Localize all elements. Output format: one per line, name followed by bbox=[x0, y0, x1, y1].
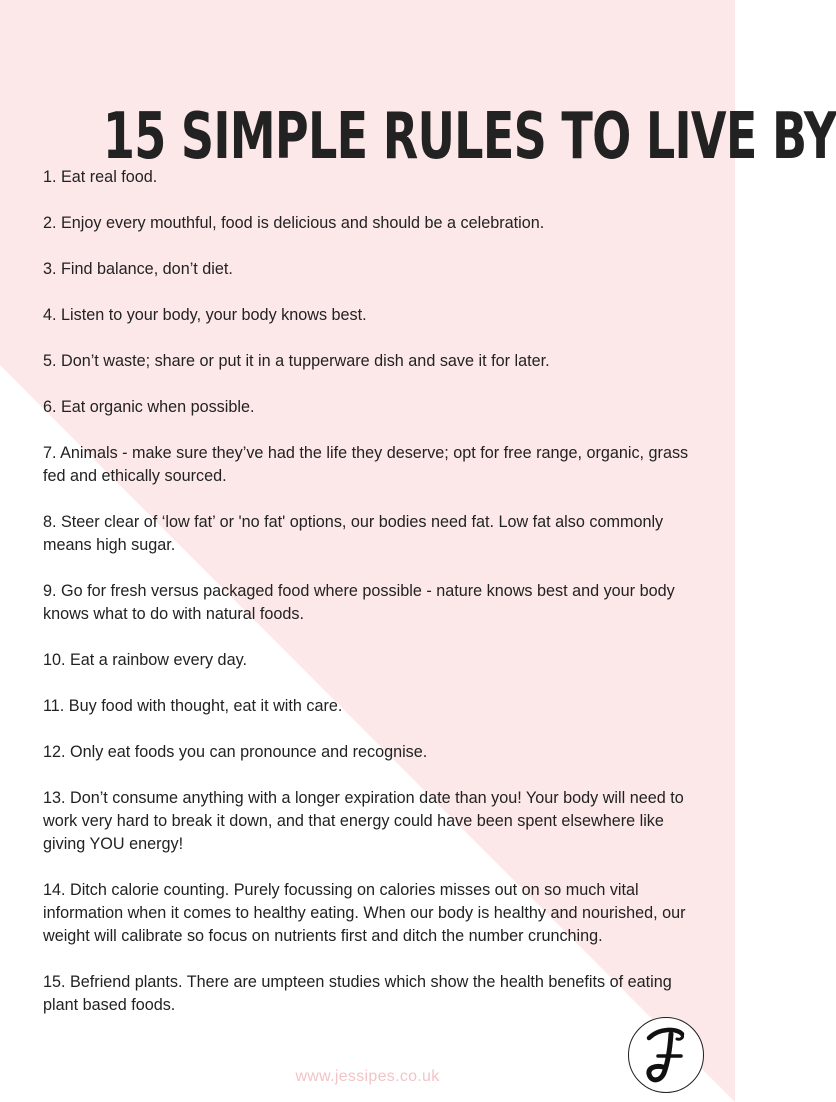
script-j-icon bbox=[629, 1018, 702, 1091]
rule-item-12: 12. Only eat foods you can pronounce and recognise. bbox=[43, 743, 428, 761]
rule-item-1: 1. Eat real food. bbox=[43, 168, 158, 186]
jessipes-logo bbox=[628, 1017, 704, 1093]
rule-item-15: 15. Befriend plants. There are umpteen studies which show the health benefits of eating plant based foods. bbox=[43, 973, 672, 1014]
rule-item-13: 13. Don’t consume anything with a longer expiration date than you! Your body will need to work very hard to break it down, and that energy could have been spent elsewhere like giving YOU energy! bbox=[43, 789, 684, 853]
rule-item-14: 14. Ditch calorie counting. Purely focussing on calories misses out on so much vital information when it comes to healthy eating. When our body is healthy and nourished, our weight will calibrate so focus on nutrients first and ditch the number crunching. bbox=[43, 881, 686, 945]
rule-item-11: 11. Buy food with thought, eat it with care. bbox=[43, 697, 343, 715]
rule-item-4: 4. Listen to your body, your body knows best. bbox=[43, 306, 367, 324]
rule-item-5: 5. Don’t waste; share or put it in a tupperware dish and save it for later. bbox=[43, 352, 550, 370]
rule-item-10: 10. Eat a rainbow every day. bbox=[43, 651, 247, 669]
rule-item-2: 2. Enjoy every mouthful, food is delicious and should be a celebration. bbox=[43, 214, 545, 232]
rule-item-3: 3. Find balance, don’t diet. bbox=[43, 260, 233, 278]
rule-item-9: 9. Go for fresh versus packaged food where possible - nature knows best and your body knows what to do with natural foods. bbox=[43, 582, 675, 623]
rule-item-7: 7. Animals - make sure they’ve had the life they deserve; opt for free range, organic, grass fed and ethically sourced. bbox=[43, 444, 689, 485]
rules-list bbox=[43, 166, 703, 1040]
rule-item-6: 6. Eat organic when possible. bbox=[43, 398, 255, 416]
rule-item-8: 8. Steer clear of ‘low fat’ or 'no fat' options, our bodies need fat. Low fat also commonly means high sugar. bbox=[43, 513, 664, 554]
page-title: 15 SIMPLE RULES TO LIVE BY bbox=[102, 99, 836, 174]
website-url[interactable]: www.jessipes.co.uk bbox=[295, 1068, 440, 1085]
